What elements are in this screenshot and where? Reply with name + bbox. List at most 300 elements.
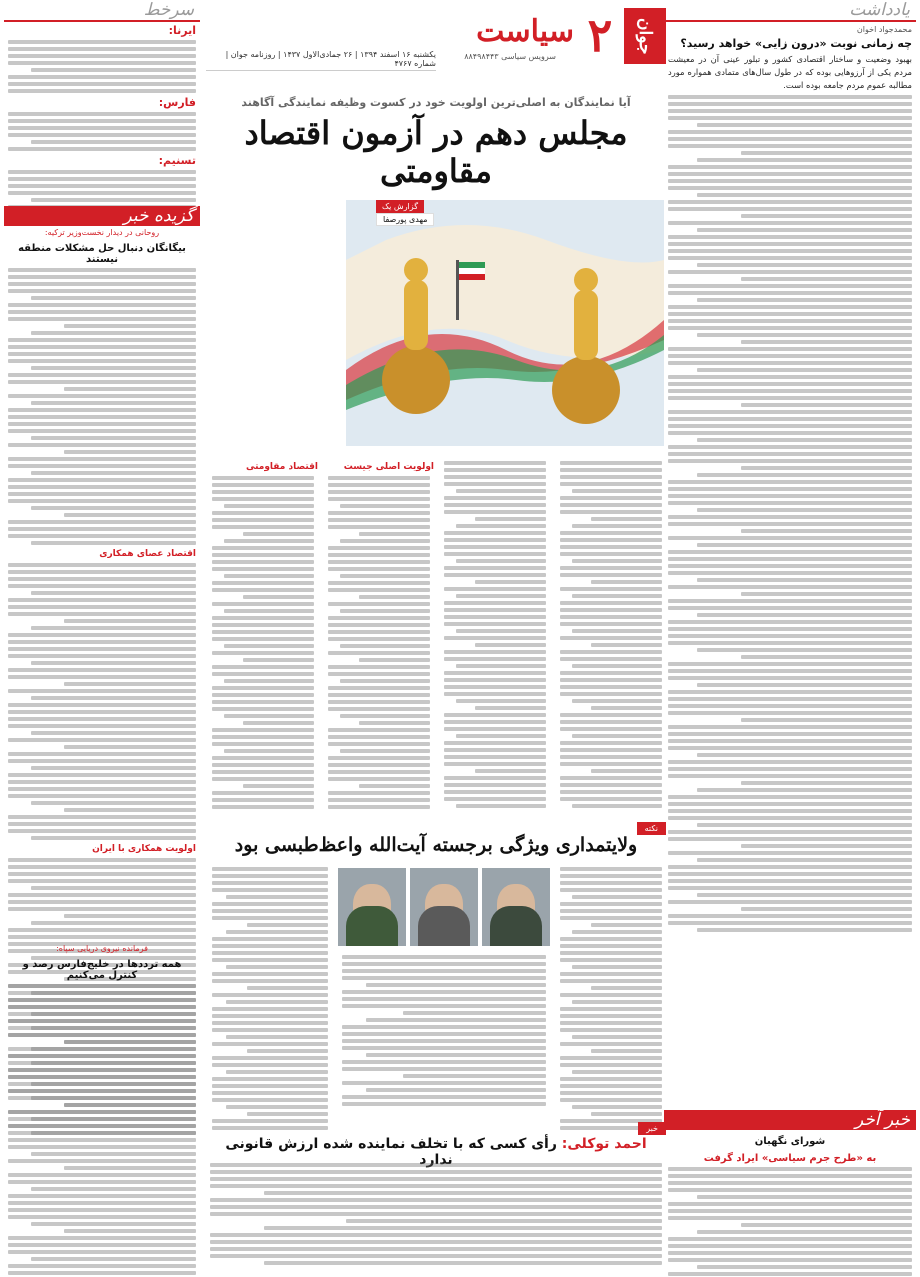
text-line [560,727,662,731]
text-line [668,326,912,330]
section-header-headlines [4,0,200,22]
text-line [444,790,546,794]
text-line [668,172,912,176]
text-line [64,450,196,454]
text-line [224,539,314,543]
text-line [668,102,912,106]
news-title: شورای نگهبان [754,1136,826,1147]
text-line [456,524,546,528]
text-line [560,1056,662,1060]
text-line [591,517,662,521]
text-line [8,47,196,51]
text-line [560,937,662,941]
text-line [668,1202,912,1206]
text-line [328,637,430,641]
text-line [212,728,314,732]
text-line [697,613,912,617]
text-line [560,1028,662,1032]
text-line [444,615,546,619]
text-line [31,626,196,630]
text-line [8,1054,196,1058]
text-line [64,619,196,623]
text-line [8,738,196,742]
text-line [328,511,430,515]
text-line [212,567,314,571]
text-line [444,783,546,787]
text-line [668,312,912,316]
text-line [668,774,912,778]
text-line [64,1166,196,1170]
text-line [560,762,662,766]
text-line [741,466,912,470]
lead-illustration [346,200,664,446]
text-line [572,524,662,528]
text-line [224,644,314,648]
text-line [668,704,912,708]
text-line [328,665,430,669]
text-line [64,745,196,749]
text-line [560,657,662,661]
text-line [328,476,430,480]
text-line [444,475,546,479]
text-line [668,641,912,645]
text-line [668,1216,912,1220]
text-line [8,907,196,911]
text-line [668,109,912,113]
text-line [560,748,662,752]
text-line [668,1251,912,1255]
text-line [668,137,912,141]
text-line [560,790,662,794]
text-line [210,1240,662,1244]
text-line [668,389,912,393]
text-line [8,408,196,412]
text-line [668,536,912,540]
text-line [560,909,662,913]
text-line [572,594,662,598]
text-line [31,1187,196,1191]
text-line [8,191,196,195]
text-line [560,671,662,675]
text-line [668,382,912,386]
text-line [8,1180,196,1184]
text-line [668,795,912,799]
text-line [668,291,912,295]
author-byline: محمدجواد اخوان [856,25,912,34]
section-label: یادداشت [849,0,910,20]
text-line [31,436,196,440]
text-line [591,769,662,773]
text-line [226,1070,328,1074]
text-line [697,123,912,127]
text-line [342,1004,546,1008]
text-line [212,958,328,962]
text-line [212,735,314,739]
text-line [64,914,196,918]
text-line [475,580,546,584]
text-line [212,665,314,669]
text-line [247,1112,328,1116]
text-line [8,752,196,756]
text-line [8,935,196,939]
section-header-last-news [664,1110,916,1130]
text-line [560,1021,662,1025]
text-line [8,478,196,482]
text-line [697,543,912,547]
text-line [8,724,196,728]
text-line [8,485,196,489]
section-label: گزیده خبر [123,206,194,226]
text-line [31,198,196,202]
text-line [8,1208,196,1212]
text-line [668,816,912,820]
text-line [741,340,912,344]
text-line [456,594,546,598]
text-line [444,727,546,731]
text-line [8,759,196,763]
text-line [560,503,662,507]
text-line [668,886,912,890]
text-line [560,461,662,465]
news-title: بیگانگان دنبال حل مشکلات منطقه نیستند [18,243,186,265]
text-line [8,1201,196,1205]
text-line [560,573,662,577]
text-line [8,829,196,833]
text-line [668,207,912,211]
text-line [560,993,662,997]
text-line [8,1124,196,1128]
text-line [366,1053,546,1057]
section-header-selected-news [4,206,200,226]
text-line [403,1011,546,1015]
text-line [210,1184,662,1188]
text-line [444,496,546,500]
text-line [444,622,546,626]
news-tag: خبر [638,1122,666,1135]
text-line [328,756,430,760]
text-line [8,126,196,130]
text-line [342,997,546,1001]
text-line [560,566,662,570]
text-line [668,550,912,554]
text-line [560,944,662,948]
text-line [668,676,912,680]
text-line [212,686,314,690]
text-line [444,468,546,472]
left-column [4,0,200,1277]
text-line [247,1049,328,1053]
text-line [31,1047,196,1051]
text-line [64,1229,196,1233]
item-title: فارس: [158,96,196,109]
third-text [206,1160,666,1268]
text-line [444,755,546,759]
text-line [31,366,196,370]
text-line [8,865,196,869]
text-line [342,1081,546,1085]
news-title: همه تردد‌ها در خلیج‌فارس رصد و کنترل می‌کنیم [22,959,182,981]
text-line [64,1040,196,1044]
text-line [328,546,430,550]
text-line [64,808,196,812]
article-title: چه زمانی نوبت «درون زایی» خواهد رسید؟ [680,37,912,50]
text-line [264,1226,662,1230]
text-line [8,654,196,658]
text-line [31,331,196,335]
text-line [212,874,328,878]
text-line [340,749,430,753]
text-line [697,578,912,582]
text-line [560,776,662,780]
text-line [560,867,662,871]
text-line [359,595,430,599]
text-line [668,165,912,169]
text-line [8,1236,196,1240]
text-line [224,679,314,683]
text-line [668,1209,912,1213]
text-line [8,359,196,363]
text-line [8,61,196,65]
text-line [668,809,912,813]
text-line [224,504,314,508]
text-line [560,692,662,696]
text-line [560,538,662,542]
text-line [224,609,314,613]
text-line [560,902,662,906]
text-line [212,700,314,704]
second-text-column [338,952,550,1109]
text-line [668,669,912,673]
text-line [212,1042,328,1046]
text-line [328,651,430,655]
article-lead: بهبود وضعیت و ساختار اقتصادی کشور و تبلور عینی آن در معیشت مردم یکی از آرزوهایی بوده که در طول سال‌های متمادی همواره مورد مطالبه عموم مردم جامعه بوده است. [668,54,912,90]
text-line [560,685,662,689]
text-line [8,1033,196,1037]
text-line [212,1021,328,1025]
portrait-photo [482,868,550,946]
text-line [560,531,662,535]
text-line [64,513,196,517]
text-line [697,438,912,442]
text-line [475,769,546,773]
text-line [560,972,662,976]
text-line [212,637,314,641]
text-line [346,1219,662,1223]
text-line [8,640,196,644]
text-line [444,713,546,717]
news-kicker: فرمانده نیروی دریایی سپاه: [56,944,148,953]
text-line [212,560,314,564]
text-line [444,671,546,675]
text-line [328,728,430,732]
text-line [8,499,196,503]
text-line [444,608,546,612]
text-line [8,352,196,356]
text-line [8,147,196,151]
text-line [560,650,662,654]
text-line [8,534,196,538]
text-line [668,1237,912,1241]
text-line [741,1223,912,1227]
text-line [328,588,430,592]
text-line [741,655,912,659]
text-line [741,529,912,533]
text-line [668,690,912,694]
text-line [8,1145,196,1149]
text-line [359,658,430,662]
second-text-column [556,864,666,1133]
text-line [212,798,314,802]
text-line [560,713,662,717]
text-line [8,570,196,574]
text-line [328,553,430,557]
text-line [697,788,912,792]
text-line [243,721,314,725]
text-line [572,930,662,934]
lead-text-column [440,458,550,811]
text-line [668,396,912,400]
text-line [591,1049,662,1053]
news-body [668,1167,912,1277]
text-line [243,532,314,536]
text-line [342,1060,546,1064]
text-line [8,1096,196,1100]
text-line [8,380,196,384]
text-line [697,508,912,512]
text-line [475,643,546,647]
text-line [572,1105,662,1109]
text-line [697,263,912,267]
text-line [342,1046,546,1050]
text-line [366,1018,546,1022]
text-line [8,563,196,567]
text-line [340,609,430,613]
section-label: سرخط [143,0,194,20]
text-line [8,464,196,468]
text-line [212,763,314,767]
text-line [697,893,912,897]
text-line [328,693,430,697]
text-line [226,930,328,934]
text-line [212,546,314,550]
text-line [342,990,546,994]
text-line [8,647,196,651]
text-line [226,965,328,969]
text-line [342,955,546,959]
text-line [359,721,430,725]
text-line [8,689,196,693]
text-line [591,643,662,647]
text-line [366,1088,546,1092]
text-line [328,735,430,739]
text-line [668,249,912,253]
text-line [668,1167,912,1171]
text-line [8,1068,196,1072]
text-line [444,685,546,689]
text-line [668,242,912,246]
text-line [560,741,662,745]
right-column [664,0,916,1277]
text-line [444,776,546,780]
text-line [328,791,430,795]
text-line [560,587,662,591]
text-line [342,969,546,973]
speaker-name: احمد توکلی: [561,1136,647,1152]
text-line [8,900,196,904]
report-tag: گزارش یک [376,200,424,213]
text-line [8,822,196,826]
newspaper-logo: جوان [624,8,666,64]
text-line [212,1056,328,1060]
text-line [31,801,196,805]
text-line [342,1102,546,1106]
text-line [8,1250,196,1254]
text-line [8,40,196,44]
text-line [668,662,912,666]
text-line [444,510,546,514]
text-line [444,692,546,696]
text-line [668,711,912,715]
text-line [560,678,662,682]
text-line [212,937,328,941]
text-line [668,410,912,414]
text-line [560,475,662,479]
text-line [444,741,546,745]
text-line [31,1117,196,1121]
text-line [8,89,196,93]
text-line [328,770,430,774]
text-line [591,923,662,927]
text-line [591,986,662,990]
text-line [340,644,430,648]
text-line [560,615,662,619]
text-line [328,567,430,571]
text-line [741,214,912,218]
text-line [64,387,196,391]
text-line [668,221,912,225]
text-line [403,1074,546,1078]
text-line [359,532,430,536]
text-line [212,1063,328,1067]
text-line [444,657,546,661]
text-line [697,1195,912,1199]
text-line [212,979,328,983]
portrait-photo [338,868,406,946]
text-line [31,140,196,144]
issue-info: یکشنبه ۱۶ اسفند ۱۳۹۴ | ۲۶ جمادی‌الاول ۱۴۳۷ | روزنامه جوان | شماره ۴۷۶۷ [206,50,436,71]
text-line [741,592,912,596]
text-line [212,483,314,487]
text-line [328,763,430,767]
text-line [697,158,912,162]
news-kicker: روحانی در دیدار نخست‌وزیر ترکیه: [44,228,160,237]
text-line [8,275,196,279]
text-line [697,298,912,302]
text-line [8,492,196,496]
text-line [31,401,196,405]
text-line [342,1032,546,1036]
page-number: ۲ [587,8,613,62]
text-line [697,1265,912,1269]
text-line [31,1012,196,1016]
text-line [64,1103,196,1107]
text-line [212,993,328,997]
text-line [8,1243,196,1247]
text-line [668,851,912,855]
text-line [328,518,430,522]
lead-text-column [556,458,666,811]
text-line [668,865,912,869]
